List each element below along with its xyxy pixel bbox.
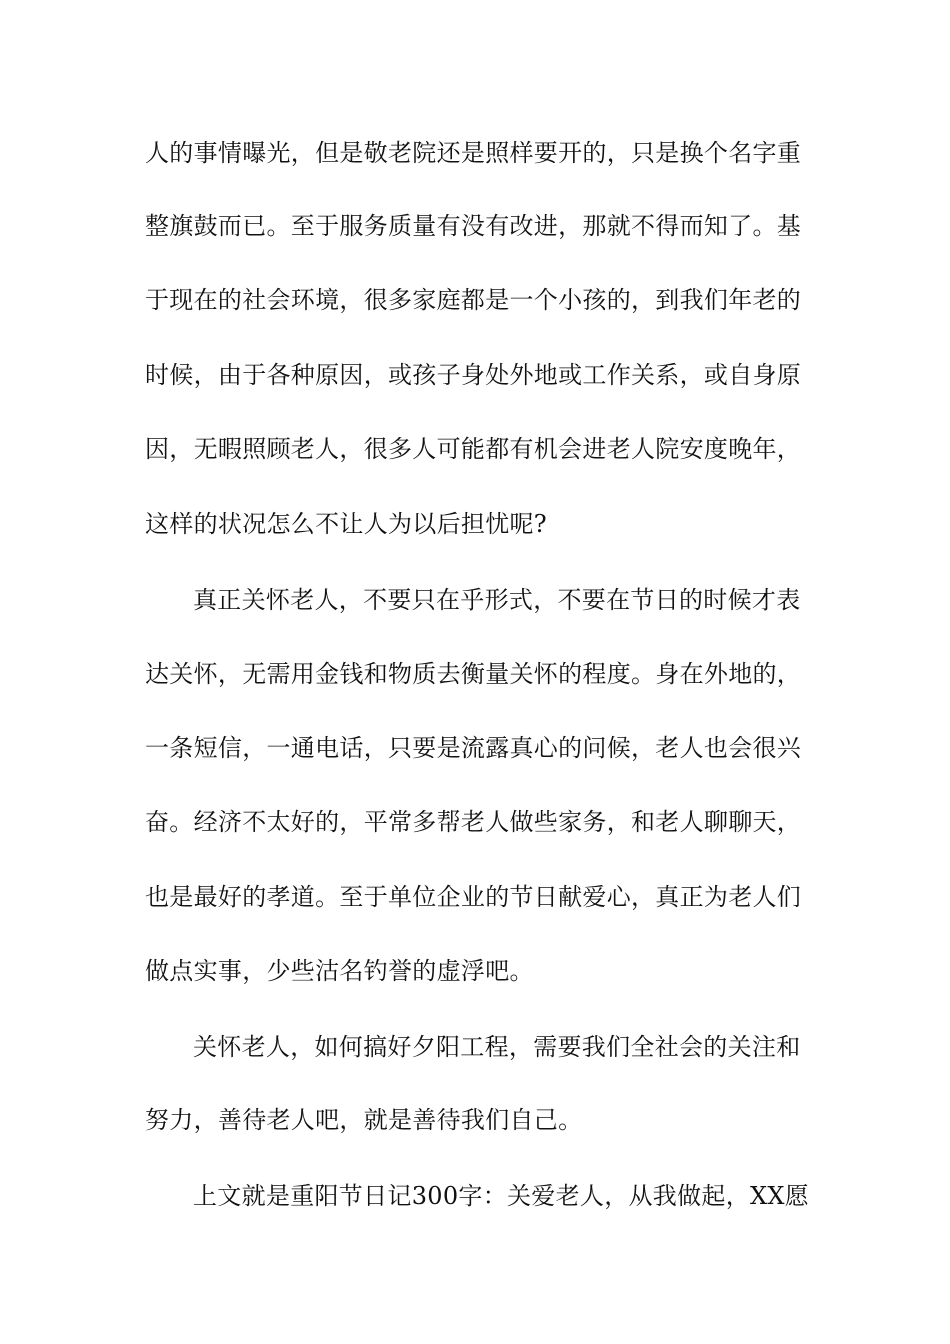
text-line: 也是最好的孝道。至于单位企业的节日献爱心，真正为老人们 <box>145 883 802 911</box>
paragraph-first-line: 上文就是重阳节日记300字：关爱老人，从我做起，XX愿 <box>193 1182 810 1210</box>
text-line: 奋。经济不太好的，平常多帮老人做些家务，和老人聊聊天， <box>145 808 802 836</box>
text-line: 人的事情曝光，但是敬老院还是照样要开的，只是换个名字重 <box>145 139 802 167</box>
text-line: 时候，由于各种原因，或孩子身处外地或工作关系，或自身原 <box>145 361 802 389</box>
text-line: 做点实事，少些沽名钓誉的虚浮吧。 <box>145 957 534 985</box>
text-line: 这样的状况怎么不让人为以后担忧呢? <box>145 510 547 538</box>
paragraph-first-line: 真正关怀老人，不要只在乎形式，不要在节日的时候才表 <box>193 586 801 614</box>
text-line: 一条短信，一通电话，只要是流露真心的问候，老人也会很兴 <box>145 734 802 762</box>
paragraph-first-line: 关怀老人，如何搞好夕阳工程，需要我们全社会的关注和 <box>193 1033 801 1061</box>
text-line: 于现在的社会环境，很多家庭都是一个小孩的，到我们年老的 <box>145 286 802 314</box>
text-line: 努力，善待老人吧，就是善待我们自己。 <box>145 1106 583 1134</box>
text-line: 因，无暇照顾老人，很多人可能都有机会进老人院安度晚年， <box>145 435 802 463</box>
text-line: 达关怀，无需用金钱和物质去衡量关怀的程度。身在外地的， <box>145 660 802 688</box>
text-line: 整旗鼓而已。至于服务质量有没有改进，那就不得而知了。基 <box>145 212 802 240</box>
